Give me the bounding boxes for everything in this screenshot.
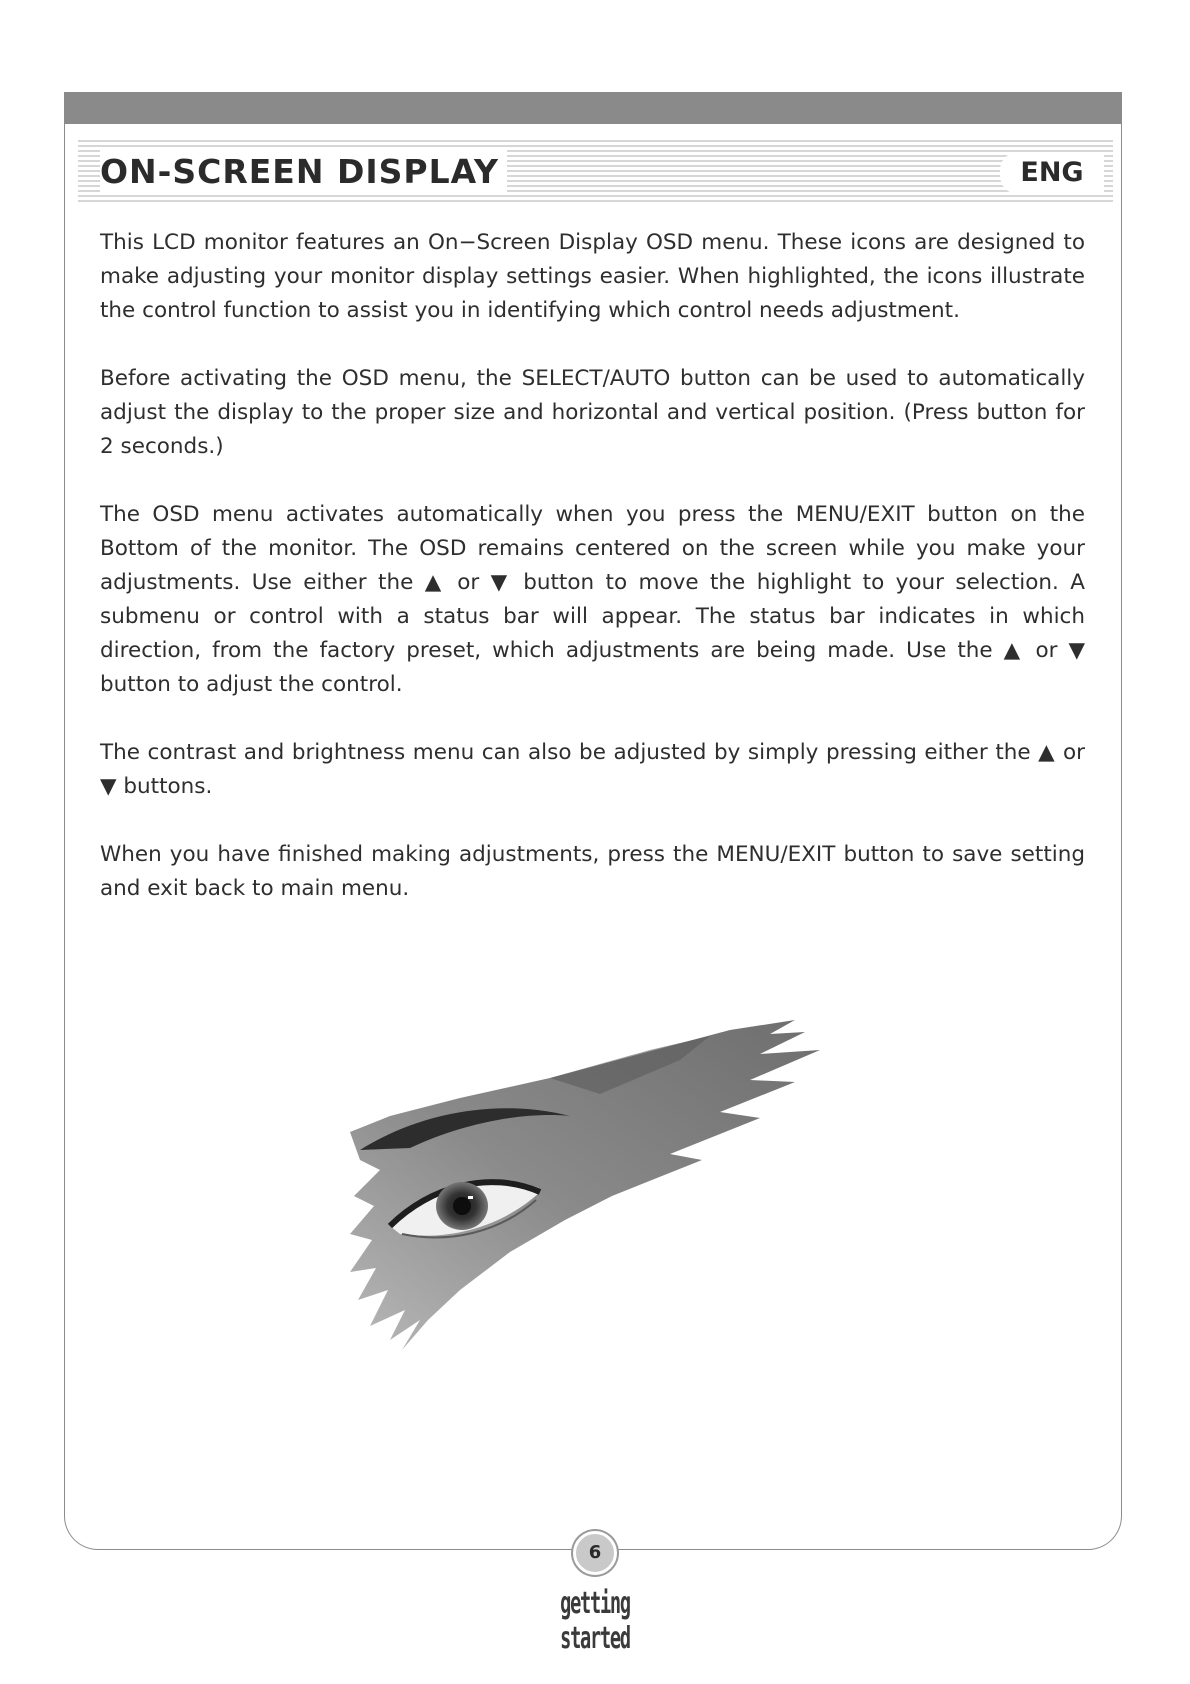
body-text: [100, 226, 1085, 940]
paragraph-menu-exit: The OSD menu activates automatically when you press the MENU/EXIT button on the Bottom of the monitor. The OSD remains centered on the screen while you make your adjustments. Use either the ▲ or ▼ button to move the highlight to your selection. A submenu or control with a status bar will appear. The status bar indicates in which direction, from the factory preset, which adjustments are being made. Use the ▲ or ▼ button to adjust the control.: [100, 502, 1085, 697]
eye-brushstroke-illustration: [350, 1020, 860, 1410]
paragraph-osd-intro: This LCD monitor features an On−Screen Display OSD menu. These icons are designed to make adjusting your monitor display settings easier. When highlighted, the icons illustrate the control function to assist you in identifying which control needs adjustment.: [100, 230, 1085, 323]
page-title: ON-SCREEN DISPLAY: [100, 150, 507, 194]
header-bar: [64, 92, 1122, 124]
language-badge: ENG: [1000, 152, 1104, 194]
paragraph-contrast-brightness: The contrast and brightness menu can also be adjusted by simply pressing either the ▲ or ▼ buttons.: [100, 740, 1085, 799]
brush-stroke: [350, 1020, 820, 1350]
page-number: 6: [573, 1531, 617, 1575]
section-name: getting started: [560, 1586, 630, 1656]
paragraph-select-auto: Before activating the OSD menu, the SELECT/AUTO button can be used to automatically adjust the display to the proper size and horizontal and vertical position. (Press button for 2 seconds.): [100, 366, 1085, 459]
paragraph-save-exit: When you have finished making adjustments, press the MENU/EXIT button to save setting and exit back to main menu.: [100, 842, 1085, 901]
